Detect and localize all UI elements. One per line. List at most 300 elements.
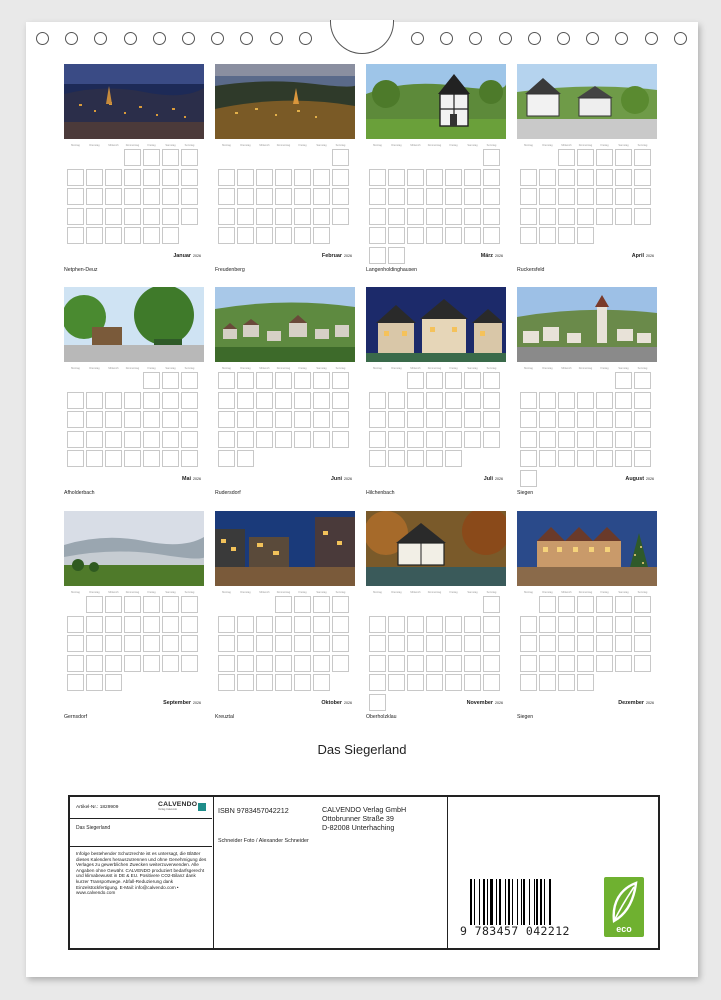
day-cell [388, 450, 405, 467]
barcode-bar [508, 879, 510, 925]
day-cell [313, 208, 330, 225]
day-cell [634, 635, 651, 652]
day-cell [181, 169, 198, 186]
binding-ring [469, 32, 482, 45]
month-photo [64, 511, 204, 586]
day-cell [124, 411, 141, 428]
weekday-label: Sonntag [486, 367, 497, 370]
day-cell [577, 392, 594, 409]
day-cell [558, 655, 575, 672]
day-cell [67, 188, 84, 205]
day-cell [634, 392, 651, 409]
day-cell [105, 392, 122, 409]
day-cell [313, 655, 330, 672]
month-6 [215, 287, 355, 501]
day-cell [577, 616, 594, 633]
day-cell [294, 169, 311, 186]
day-cell [464, 655, 481, 672]
weekday-label: Mittwoch [108, 367, 119, 370]
day-cell [577, 227, 594, 244]
day-cell [596, 149, 613, 166]
day-cell [313, 372, 330, 389]
day-cell [67, 635, 84, 652]
day-cell [181, 655, 198, 672]
day-cell [162, 392, 179, 409]
day-cell [615, 372, 632, 389]
day-cell [218, 208, 235, 225]
binding-ring [645, 32, 658, 45]
day-cell [483, 392, 500, 409]
place-name: Netphen-Deuz [64, 267, 98, 273]
day-cell [313, 635, 330, 652]
month-name [163, 700, 201, 706]
day-cell [124, 227, 141, 244]
weekday-label: Montag [222, 144, 231, 147]
weekday-label: Montag [71, 144, 80, 147]
binding-ring [124, 32, 137, 45]
day-cell [105, 431, 122, 448]
day-cell [294, 411, 311, 428]
barcode-bar [487, 879, 488, 925]
day-cell [369, 169, 386, 186]
weekday-label: Montag [222, 591, 231, 594]
weekday-label: Montag [373, 144, 382, 147]
day-grid [369, 591, 503, 596]
calendar-title: Das Siegerland [317, 742, 407, 757]
day-cell [294, 227, 311, 244]
place-name: Afholderbach [64, 490, 95, 496]
month-photo [64, 287, 204, 362]
day-cell [67, 616, 84, 633]
day-cell [105, 655, 122, 672]
day-cell [596, 411, 613, 428]
legal-text: Infolge bestehender Schutzrechte ist es untersagt, die Blätter dieses Kalenders herauszutrennen und ohne Genehmigung des Verlages zu gewerblichen Zwecken weiterzuverwenden. Alle Angaben ohne Gewähr. CALVENDO produziert bedarfsgerecht und klimabewusst in DE & EU. Positivere CO2-Bilanz dank kurzer Transportwege. Abfall-Reduzierung dank Einzelstückfertigung. E-Mail: info@calvendo.com • www.calvendo.com [76, 851, 207, 896]
day-cell [256, 411, 273, 428]
day-cell [407, 450, 424, 467]
day-cell [558, 596, 575, 613]
barcode-bar [499, 879, 501, 925]
day-cell [162, 596, 179, 613]
weekday-label: Freitag [147, 144, 156, 147]
weekday-label: Donnerstag [427, 591, 442, 594]
day-cell [237, 411, 254, 428]
day-cell [218, 188, 235, 205]
day-cell [313, 169, 330, 186]
month-3 [366, 64, 506, 278]
binding-ring [299, 32, 312, 45]
weekday-label: Donnerstag [276, 144, 291, 147]
day-cell [388, 188, 405, 205]
binding-ring [182, 32, 195, 45]
weekday-label: Freitag [298, 367, 307, 370]
binding-ring [36, 32, 49, 45]
binding-ring [240, 32, 253, 45]
month-name [467, 700, 503, 706]
weekday-label: Sonntag [486, 591, 497, 594]
day-cell [483, 596, 500, 613]
day-cell [558, 392, 575, 409]
day-cell [218, 655, 235, 672]
weekday-label: Freitag [600, 591, 609, 594]
day-cell [67, 208, 84, 225]
day-cell [105, 227, 122, 244]
day-cell [124, 596, 141, 613]
day-cell [218, 635, 235, 652]
day-cell [615, 188, 632, 205]
day-cell [332, 169, 349, 186]
day-cell [634, 655, 651, 672]
month-name [182, 476, 201, 482]
day-cell [539, 655, 556, 672]
day-cell [539, 208, 556, 225]
weekday-label: Mittwoch [410, 591, 421, 594]
day-cell [483, 208, 500, 225]
day-grid [67, 591, 201, 596]
calvendo-logo-icon [198, 803, 206, 811]
day-cell [332, 616, 349, 633]
binding-ring [615, 32, 628, 45]
day-cell [388, 247, 405, 264]
weekday-label: Samstag [467, 591, 478, 594]
day-cell [218, 450, 235, 467]
day-cell [256, 616, 273, 633]
day-cell [86, 655, 103, 672]
day-cell [313, 188, 330, 205]
eco-label: eco [616, 924, 632, 934]
day-cell [181, 208, 198, 225]
day-cell [181, 188, 198, 205]
day-cell [332, 596, 349, 613]
day-cell [558, 208, 575, 225]
day-cell [464, 674, 481, 691]
day-cell [181, 431, 198, 448]
day-cell [181, 596, 198, 613]
day-cell [558, 450, 575, 467]
day-cell [256, 431, 273, 448]
weekday-label: Sonntag [637, 591, 648, 594]
day-cell [539, 674, 556, 691]
day-cell [577, 596, 594, 613]
day-cell [520, 188, 537, 205]
day-cell [143, 655, 160, 672]
barcode-bar [517, 879, 518, 925]
day-cell [577, 674, 594, 691]
weekday-label: Donnerstag [578, 367, 593, 370]
day-cell [407, 227, 424, 244]
day-cell [237, 635, 254, 652]
barcode-digits: 9 783457 042212 [460, 924, 570, 938]
weekday-label: Dienstag [391, 144, 402, 147]
day-cell [407, 616, 424, 633]
barcode-bar [536, 879, 538, 925]
day-cell [105, 169, 122, 186]
day-cell [388, 208, 405, 225]
month-name-text: Mai [182, 476, 191, 482]
weekday-label: Samstag [467, 144, 478, 147]
month-year: 2026 [495, 254, 503, 258]
day-cell [577, 655, 594, 672]
day-cell [483, 635, 500, 652]
place-name: Siegen [517, 490, 534, 496]
day-cell [445, 431, 462, 448]
day-cell [218, 372, 235, 389]
day-cell [445, 450, 462, 467]
day-cell [218, 392, 235, 409]
weekday-label: Dienstag [240, 591, 251, 594]
month-photo [517, 64, 657, 139]
weekday-label: Freitag [449, 591, 458, 594]
day-cell [86, 596, 103, 613]
barcode-bar [470, 879, 472, 925]
day-cell [124, 392, 141, 409]
day-cell [143, 431, 160, 448]
weekday-label: Freitag [449, 144, 458, 147]
binding-ring [586, 32, 599, 45]
weekday-label: Mittwoch [561, 367, 572, 370]
month-name-text: Juli [483, 476, 493, 482]
day-cell [539, 450, 556, 467]
weekday-label: Dienstag [240, 144, 251, 147]
month-photo [366, 287, 506, 362]
eco-badge [604, 877, 644, 937]
day-cell [162, 635, 179, 652]
barcode-bar [479, 879, 480, 925]
day-cell [407, 431, 424, 448]
day-cell [558, 149, 575, 166]
weekday-label: Dienstag [391, 591, 402, 594]
barcode-bar [483, 879, 485, 925]
day-cell [615, 431, 632, 448]
month-photo [366, 511, 506, 586]
day-cell [577, 635, 594, 652]
day-cell [86, 411, 103, 428]
month-year: 2026 [193, 701, 201, 705]
day-cell [294, 635, 311, 652]
weekday-label: Samstag [316, 591, 327, 594]
day-cell [634, 169, 651, 186]
weekday-label: Samstag [618, 144, 629, 147]
day-cell [464, 188, 481, 205]
day-cell [237, 169, 254, 186]
day-cell [332, 392, 349, 409]
day-cell [483, 411, 500, 428]
day-cell [445, 208, 462, 225]
day-cell [407, 635, 424, 652]
day-cell [369, 674, 386, 691]
day-cell [426, 616, 443, 633]
day-cell [426, 169, 443, 186]
weekday-label: Dienstag [89, 367, 100, 370]
day-grid [520, 144, 654, 149]
day-cell [275, 411, 292, 428]
article-number: Artikel-Nr.: 1829909 [76, 805, 119, 810]
day-cell [634, 450, 651, 467]
binding-ring [411, 32, 424, 45]
publisher-city: D-82008 Unterhaching [322, 823, 395, 832]
month-10 [215, 511, 355, 725]
weekday-label: Mittwoch [561, 591, 572, 594]
day-cell [124, 616, 141, 633]
day-grid [67, 144, 201, 149]
barcode-bar [512, 879, 513, 925]
weekday-label: Samstag [165, 367, 176, 370]
weekday-label: Montag [524, 144, 533, 147]
day-cell [388, 431, 405, 448]
day-cell [124, 149, 141, 166]
binding-ring [94, 32, 107, 45]
day-cell [67, 674, 84, 691]
day-grid [520, 367, 654, 372]
day-cell [520, 635, 537, 652]
day-cell [124, 188, 141, 205]
day-grid [369, 144, 503, 149]
day-cell [483, 431, 500, 448]
day-grid [218, 144, 352, 149]
place-name: Siegen [517, 714, 534, 720]
weekday-label: Dienstag [542, 144, 553, 147]
day-cell [256, 169, 273, 186]
month-photo [215, 64, 355, 139]
day-cell [294, 616, 311, 633]
day-cell [313, 596, 330, 613]
day-cell [294, 392, 311, 409]
day-cell [464, 392, 481, 409]
day-cell [426, 635, 443, 652]
day-cell [256, 655, 273, 672]
day-cell [86, 635, 103, 652]
day-cell [162, 655, 179, 672]
month-name-text: September [163, 700, 191, 706]
place-name: Ruckersfeld [517, 267, 545, 273]
day-cell [256, 372, 273, 389]
day-cell [483, 674, 500, 691]
weekday-label: Dienstag [542, 591, 553, 594]
day-cell [143, 596, 160, 613]
day-cell [275, 616, 292, 633]
weekday-label: Mittwoch [108, 591, 119, 594]
binding-ring [211, 32, 224, 45]
publisher-name: CALVENDO Verlag GmbH [322, 805, 407, 814]
month-year: 2026 [344, 254, 352, 258]
place-name: Hilchenbach [366, 490, 395, 496]
day-cell [388, 227, 405, 244]
day-cell [577, 450, 594, 467]
day-cell [105, 596, 122, 613]
day-cell [332, 411, 349, 428]
month-year: 2026 [495, 701, 503, 705]
barcode [460, 879, 580, 938]
day-cell [275, 431, 292, 448]
barcode-bar [540, 879, 542, 925]
day-cell [369, 247, 386, 264]
day-cell [539, 411, 556, 428]
day-cell [237, 431, 254, 448]
weekday-label: Freitag [147, 367, 156, 370]
day-cell [445, 227, 462, 244]
weekday-label: Sonntag [184, 591, 195, 594]
month-name-text: Februar [321, 253, 342, 259]
month-name-text: November [466, 700, 493, 706]
day-cell [520, 616, 537, 633]
day-cell [596, 596, 613, 613]
day-cell [256, 227, 273, 244]
day-cell [162, 149, 179, 166]
day-cell [634, 372, 651, 389]
day-cell [539, 616, 556, 633]
binding-ring [674, 32, 687, 45]
month-photo [215, 287, 355, 362]
day-cell [596, 392, 613, 409]
day-cell [483, 149, 500, 166]
month-photo [64, 64, 204, 139]
weekday-label: Montag [524, 367, 533, 370]
day-grid [67, 367, 201, 372]
day-cell [615, 596, 632, 613]
weekday-label: Montag [71, 591, 80, 594]
day-cell [464, 431, 481, 448]
day-cell [124, 450, 141, 467]
day-cell [256, 635, 273, 652]
day-cell [237, 655, 254, 672]
day-cell [313, 392, 330, 409]
day-cell [256, 674, 273, 691]
day-cell [520, 227, 537, 244]
day-cell [558, 227, 575, 244]
day-cell [464, 411, 481, 428]
day-cell [313, 227, 330, 244]
day-cell [464, 635, 481, 652]
day-cell [426, 392, 443, 409]
day-cell [596, 635, 613, 652]
barcode-bars [470, 879, 574, 925]
weekday-label: Donnerstag [125, 591, 140, 594]
day-cell [483, 188, 500, 205]
day-cell [67, 227, 84, 244]
day-cell [256, 208, 273, 225]
day-cell [464, 372, 481, 389]
day-cell [313, 674, 330, 691]
day-cell [539, 188, 556, 205]
binding-ring [528, 32, 541, 45]
day-cell [483, 169, 500, 186]
day-cell [407, 674, 424, 691]
weekday-label: Samstag [618, 367, 629, 370]
day-cell [596, 450, 613, 467]
day-cell [294, 372, 311, 389]
weekday-label: Samstag [316, 144, 327, 147]
barcode-bar [474, 879, 475, 925]
month-name [632, 253, 654, 259]
month-year: 2026 [193, 477, 201, 481]
day-cell [558, 188, 575, 205]
day-cell [162, 188, 179, 205]
day-cell [237, 208, 254, 225]
day-cell [426, 227, 443, 244]
month-photo [517, 287, 657, 362]
month-name-text: April [631, 253, 644, 259]
weekday-label: Samstag [467, 367, 478, 370]
day-cell [256, 188, 273, 205]
barcode-bar [523, 879, 525, 925]
barcode-bar [496, 879, 497, 925]
place-name: Gernsdorf [64, 714, 88, 720]
day-cell [332, 188, 349, 205]
day-cell [237, 227, 254, 244]
day-cell [86, 227, 103, 244]
month-8 [517, 287, 657, 501]
day-cell [275, 188, 292, 205]
day-cell [105, 674, 122, 691]
